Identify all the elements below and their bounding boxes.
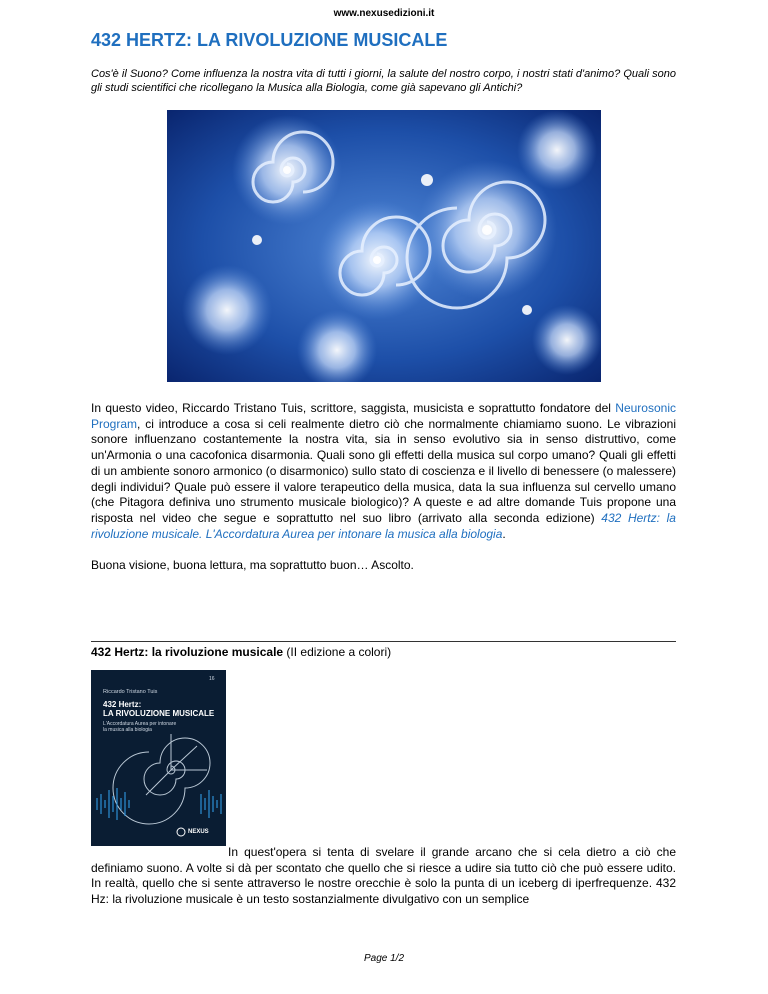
fractal-illustration bbox=[167, 110, 601, 382]
book-heading bbox=[91, 645, 391, 659]
site-url: www.nexusedizioni.it bbox=[333, 8, 435, 19]
cover-title-line1: 432 Hertz: bbox=[103, 700, 142, 709]
book-title-link[interactable]: 432 Hertz: la rivoluzione musicale. L'Accordatura Aurea per intonare la musica alla biologia bbox=[91, 510, 676, 541]
section-divider bbox=[91, 641, 676, 642]
book-description: In quest'opera si tenta di svelare il grande arcano che si cela dietro a ciò che definiamo suono. A volte si dà per scontato che quello che si riesce a udire sia tutto ciò che può essere udito. In realtà, quello che si sente attraverso le nostre orecchie è solo la punta di un iceberg di iperfrequenze. 432 Hz: la rivoluzione musicale è un testo sostanzialmente divulgativo con un semplice bbox=[91, 845, 676, 907]
book-cover-image bbox=[91, 670, 226, 846]
article-lead: Cos'è il Suono? Come influenza la nostra vita di tutti i giorni, la salute del nostro corpo, i nostri stati d'animo? Quali sono gli studi scientifici che ricollegano la Musica alla Biologia, come già sapevano gli Antichi? bbox=[91, 68, 676, 94]
closing-line: Buona visione, buona lettura, ma soprattutto buon… Ascolto. bbox=[91, 558, 414, 572]
page-number: Page 1/2 bbox=[363, 953, 405, 964]
cover-subtitle-line1: L'Accordatura Aurea per intonare bbox=[103, 721, 177, 727]
fractal-hero-image bbox=[167, 110, 601, 382]
book-heading-title: 432 Hertz: la rivoluzione musicale bbox=[91, 645, 284, 659]
neurosonic-program-link[interactable]: Neurosonic Program bbox=[91, 401, 676, 431]
cover-subtitle-line2: la musica alla biologia bbox=[103, 727, 152, 733]
body-text-1: In questo video, Riccardo Tristano Tuis, scrittore, saggista, musicista e soprattutto fondatore del bbox=[91, 401, 616, 415]
body-text-2: , ci introduce a cosa si celi realmente dietro ciò che normalmente chiamiamo suono. Le vibrazioni sonore influenzano costantemente la nostra vita, sia in senso evolutivo sia in senso distruttivo, come un'Armonia o una cacofonica disarmonia. Quali sono gli effetti della musica sul corpo umano? Quali gli effetti di un ambiente sonoro armonico (o disarmonico) sullo stato di coscienza e il livello di benessere (o malessere) degli individui? Quale può essere il valore terapeutico della musica, data la sua influenza sul cervello umano (che Pitagora definiva uno strumento musicale biologico)? A queste e ad altre domande Tuis propone una risposta nel video che segue e soprattutto nel suo libro (arrivato alla seconda edizione) bbox=[91, 416, 676, 525]
article-title: 432 HERTZ: LA RIVOLUZIONE MUSICALE bbox=[91, 30, 448, 50]
article-body bbox=[91, 401, 676, 542]
cover-author: Riccardo Tristano Tuis bbox=[103, 689, 158, 695]
book-heading-edition: (II edizione a colori) bbox=[283, 645, 392, 659]
cover-publisher-logo: NEXUS bbox=[188, 829, 209, 835]
nautilus-shell-icon bbox=[91, 670, 226, 846]
body-text-3: . bbox=[502, 526, 506, 541]
cover-title-line2: LA RIVOLUZIONE MUSICALE bbox=[103, 709, 215, 718]
cover-series-number: 16 bbox=[209, 676, 215, 682]
